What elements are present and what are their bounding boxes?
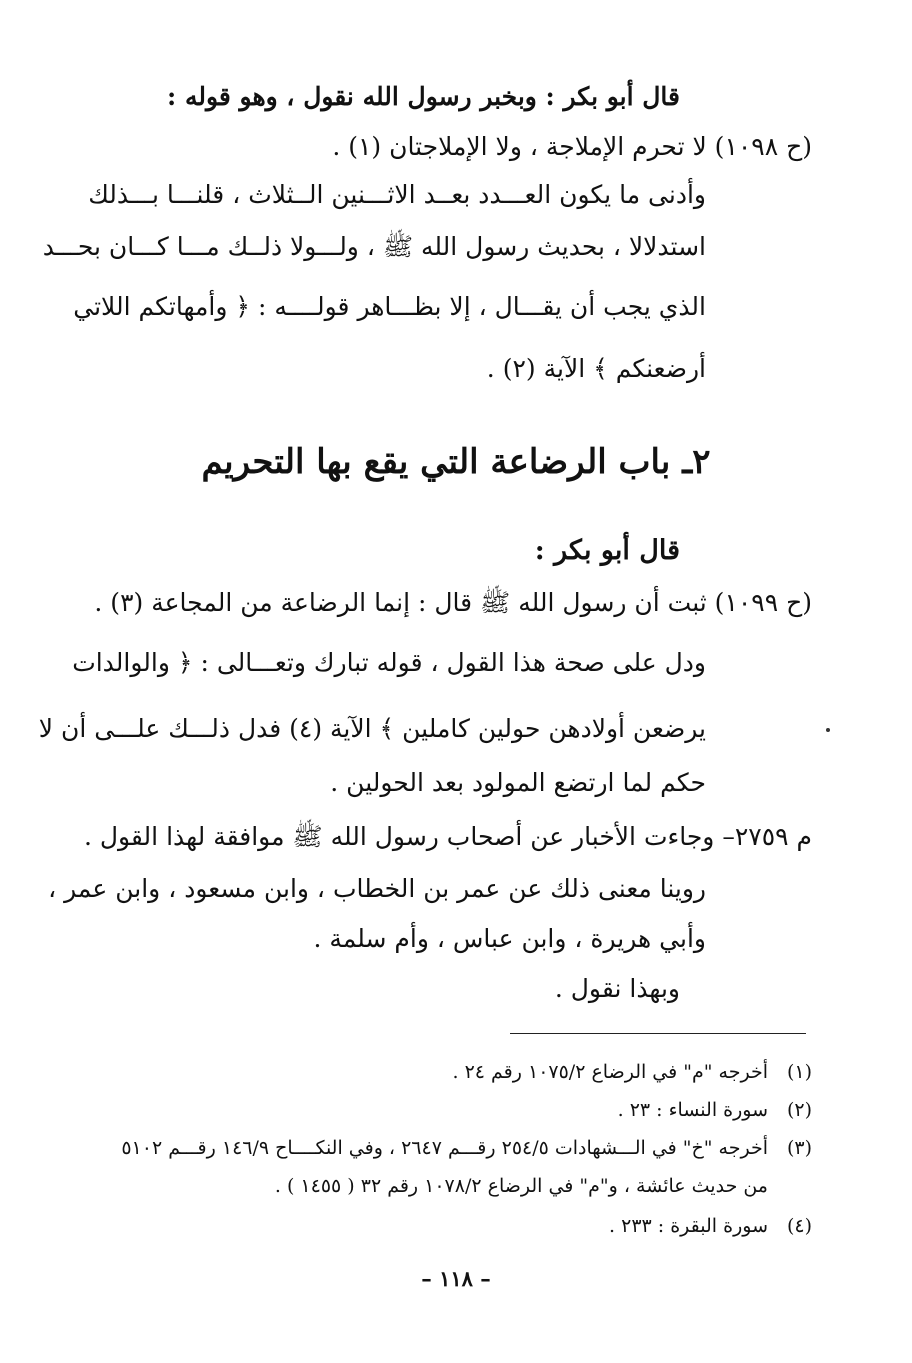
section-line-9: وبهذا نقول . — [554, 974, 680, 1003]
footnote-1-text: أخرجه "م" في الرضاع ١٠٧٥/٢ رقم ٢٤ . — [452, 1061, 768, 1083]
section-line-3: ودل على صحة هذا القول ، قوله تبارك وتعـــالى : ﴿ والوالدات — [72, 648, 706, 677]
footnote-4-number: (٤) — [786, 1215, 812, 1237]
section-line-8: وأبي هريرة ، وابن عباس ، وأم سلمة . — [313, 924, 706, 953]
body-line-2: (ح ١٠٩٨) لا تحرم الإملاجة ، ولا الإملاجتان (١) . — [332, 132, 812, 161]
footnote-1-number: (١) — [786, 1061, 812, 1083]
footnote-2-number: (٢) — [786, 1099, 812, 1121]
footnote-2-text: سورة النساء : ٢٣ . — [617, 1099, 768, 1121]
chapter-heading: ٢ـ باب الرضاعة التي يقع بها التحريم — [201, 442, 711, 482]
footnote-3 — [121, 1134, 812, 1162]
footnote-4 — [609, 1212, 812, 1240]
section-line-1: قال أبو بكر : — [534, 535, 680, 566]
body-line-3: وأدنى ما يكون العـــدد بعــد الاثـــنين الــثلاث ، قلنـــا بـــذلك — [88, 180, 706, 209]
body-line-5: الذي يجب أن يقـــال ، إلا بظـــاهر قولــــه : ﴿ وأمهاتكم اللاتي — [73, 292, 706, 321]
footnote-2 — [618, 1096, 812, 1124]
page-number: – ١١٨ – — [421, 1266, 491, 1291]
section-line-7: روينا معنى ذلك عن عمر بن الخطاب ، وابن مسعود ، وابن عمر ، — [48, 874, 706, 903]
section-line-2: (ح ١٠٩٩) ثبت أن رسول الله ﷺ قال : إنما الرضاعة من المجاعة (٣) . — [94, 588, 812, 617]
footnote-separator — [510, 1033, 806, 1034]
margin-dot — [826, 728, 830, 732]
section-line-4: يرضعن أولادهن حولين كاملين ﴾ الآية (٤) فدل ذلـــك علـــى أن لا — [38, 714, 706, 743]
section-line-5: حكم لما ارتضع المولود بعد الحولين . — [330, 768, 706, 797]
footnote-3-text: أخرجه "خ" في الـــشهادات ٢٥٤/٥ رقـــم ٢٦٤٧ ، وفي النكــــاح ١٤٦/٩ رقـــم ٥١٠٢ — [121, 1137, 768, 1159]
footnote-4-text: سورة البقرة : ٢٣٣ . — [609, 1215, 768, 1237]
section-line-6: م ٢٧٥٩– وجاءت الأخبار عن أصحاب رسول الله ﷺ موافقة لهذا القول . — [83, 822, 812, 851]
footnote-3-continued: من حديث عائشة ، و"م" في الرضاع ١٠٧٨/٢ رقم ٣٢ ( ١٤٥٥ ) . — [274, 1175, 768, 1197]
body-line-4: استدلالا ، بحديث رسول الله ﷺ ، ولـــولا ذلــك مـــا كـــان بحـــد — [42, 232, 706, 261]
footnote-3-number: (٣) — [786, 1137, 812, 1159]
body-line-6: أرضعنكم ﴾ الآية (٢) . — [486, 354, 706, 383]
footnote-1 — [452, 1058, 812, 1086]
body-line-1: قال أبو بكر : وبخبر رسول الله نقول ، وهو قوله : — [167, 82, 680, 111]
